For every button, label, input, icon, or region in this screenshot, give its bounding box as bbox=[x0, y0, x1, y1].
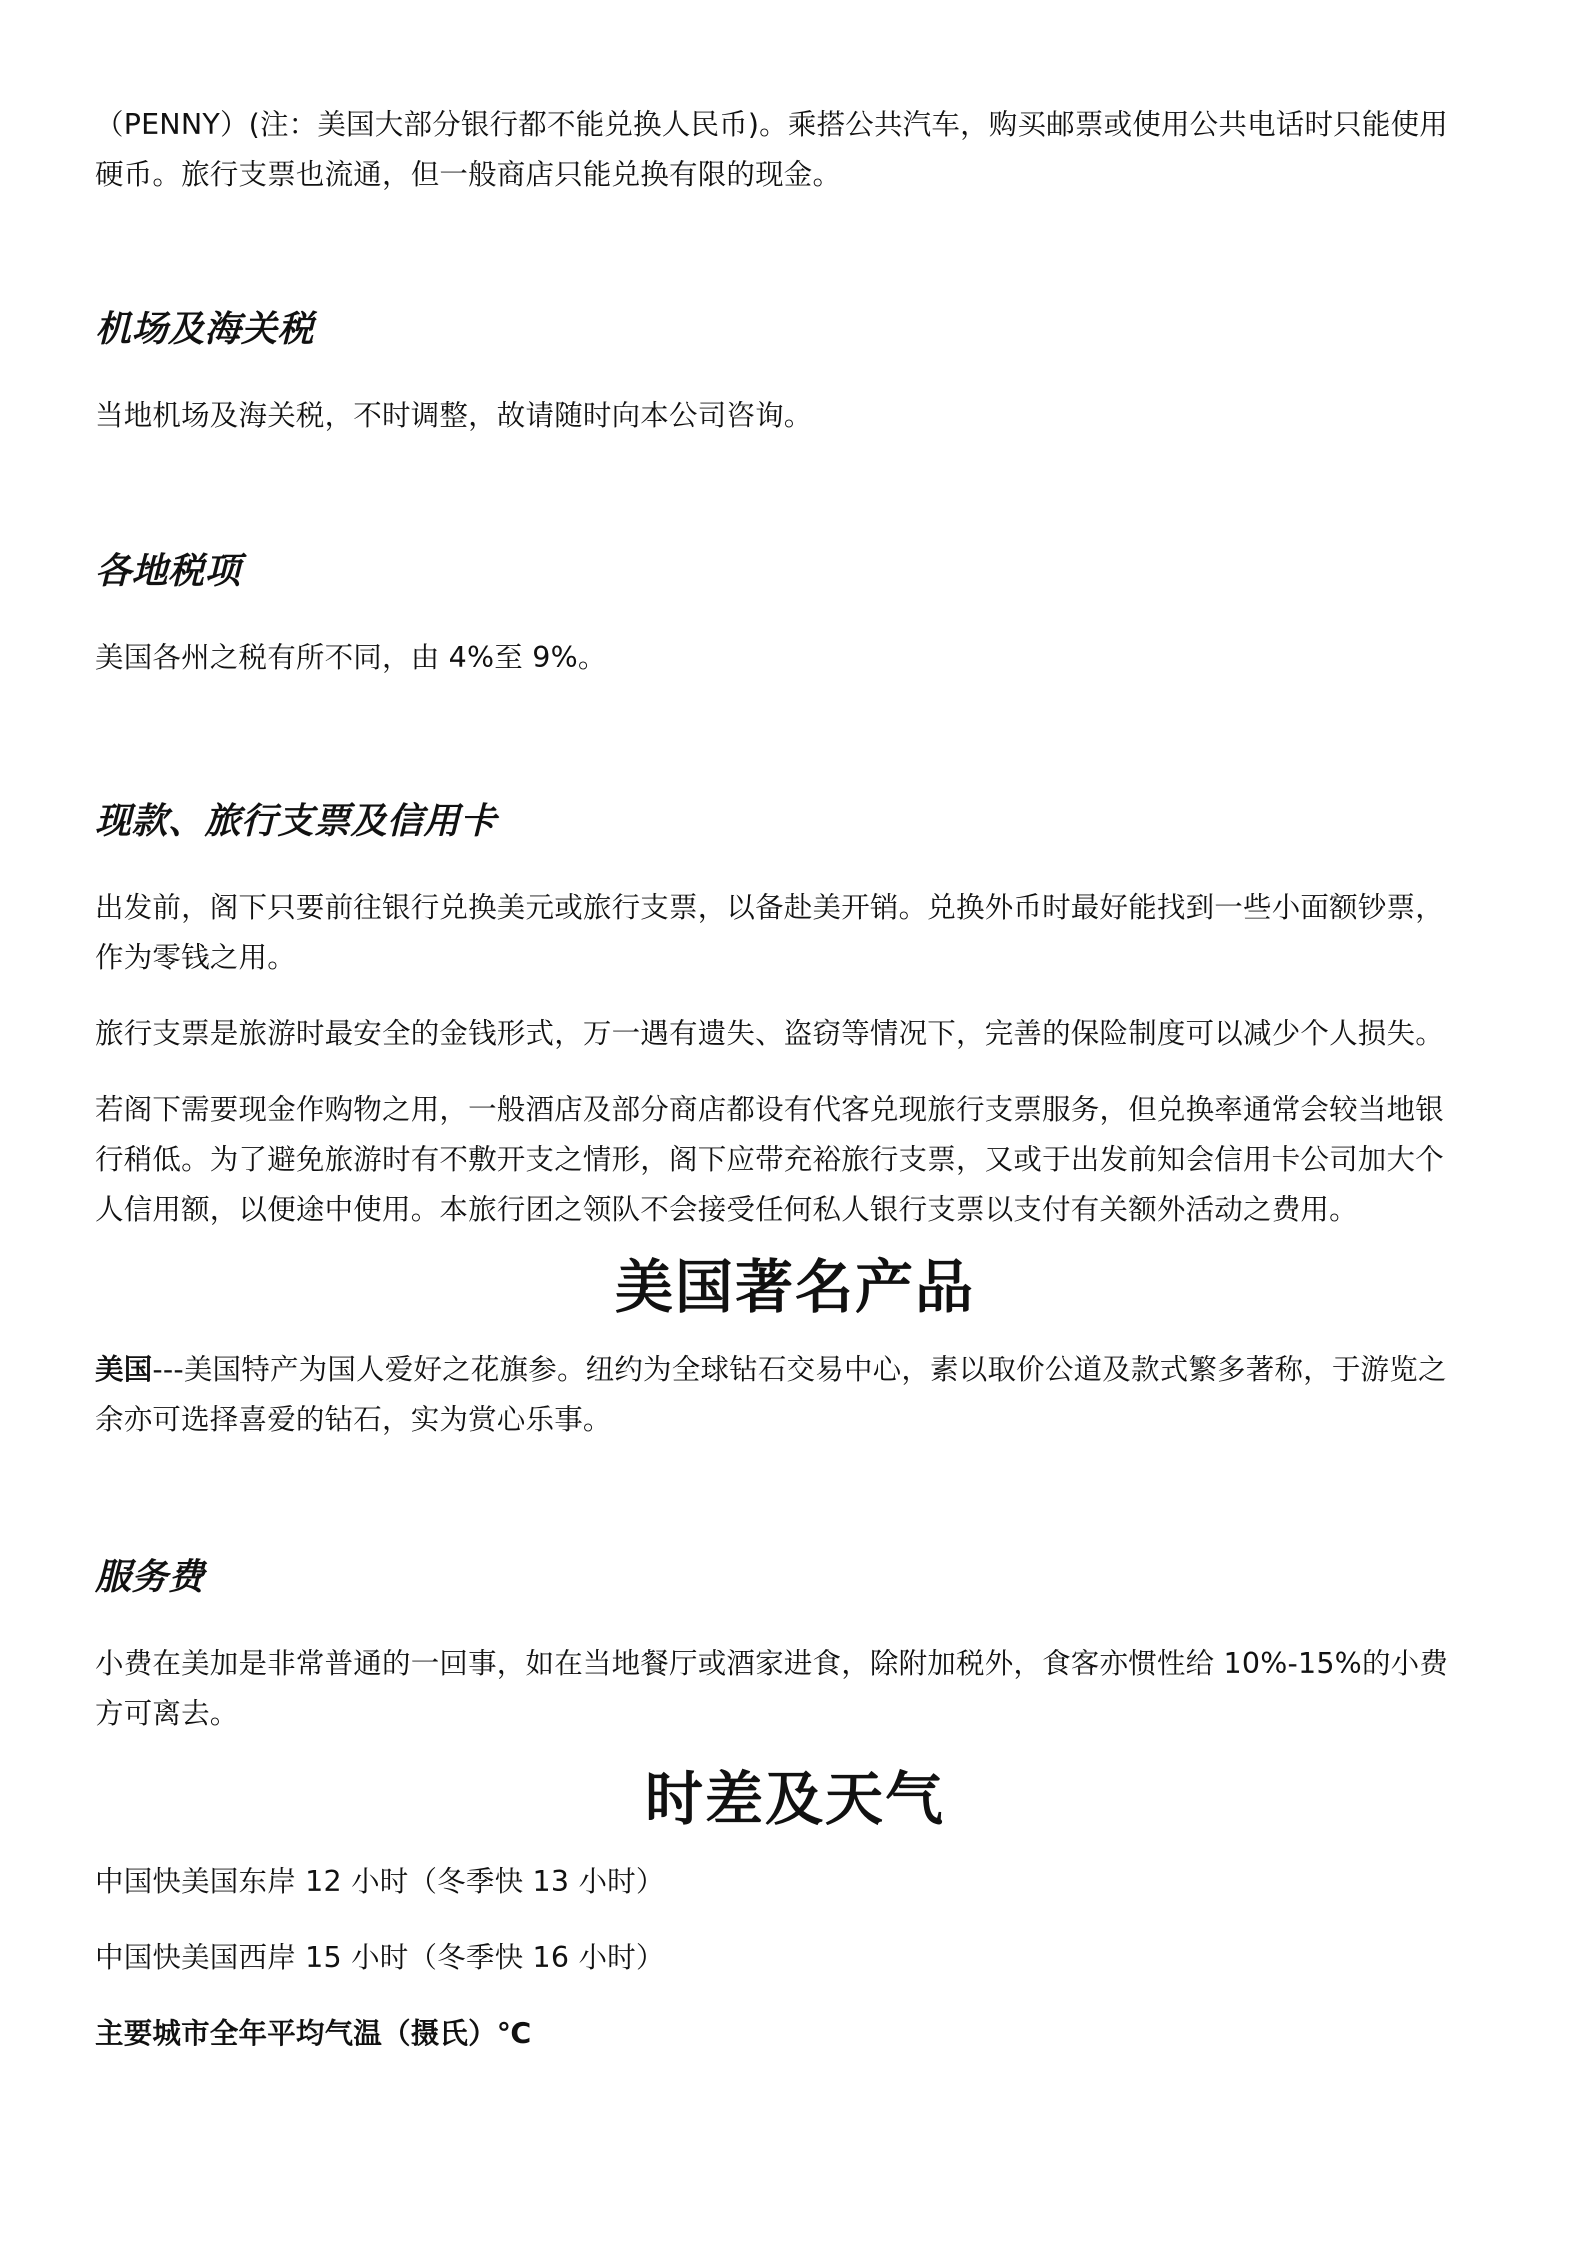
service-fee-heading: 服务费 bbox=[95, 1557, 205, 1598]
document-content bbox=[95, 100, 1495, 2059]
airport-tax-text: 当地机场及海关税，不时调整，故请随时向本公司咨询。 bbox=[95, 399, 813, 432]
cash-p1-line-1: 出发前，阁下只要前往银行兑换美元或旅行支票，以备赴美开销。兑换外币时最好能找到一些小面额钞票， bbox=[95, 891, 1444, 924]
service-fee-line-2: 方可离去。 bbox=[95, 1697, 239, 1730]
local-tax-text: 美国各州之税有所不同，由 4%至 9%。 bbox=[95, 641, 607, 674]
local-tax-heading: 各地税项 bbox=[95, 551, 242, 592]
airport-tax-heading: 机场及海关税 bbox=[95, 309, 315, 350]
intro-line-1: （PENNY）(注：美国大部分银行都不能兑换人民币)。乘搭公共汽车，购买邮票或使用公共电话时只能使用 bbox=[95, 108, 1448, 141]
products-lead: 美国 bbox=[95, 1353, 153, 1386]
cash-p3-line-1: 若阁下需要现金作购物之用，一般酒店及部分商店都设有代客兑现旅行支票服务，但兑换率通常会较当地银 bbox=[95, 1093, 1444, 1126]
cash-heading: 现款、旅行支票及信用卡 bbox=[95, 801, 497, 842]
cash-p1-line-2: 作为零钱之用。 bbox=[95, 941, 296, 974]
time-west-coast: 中国快美国西岸 15 小时（冬季快 16 小时） bbox=[95, 1941, 665, 1974]
cash-p3-line-3: 人信用额，以便途中使用。本旅行团之领队不会接受任何私人银行支票以支付有关额外活动之费用。 bbox=[95, 1193, 1358, 1226]
products-line-1 bbox=[95, 1345, 1495, 1395]
time-weather-heading: 时差及天气 bbox=[644, 1765, 945, 1833]
products-line-1-rest: ---美国特产为国人爱好之花旗参。纽约为全球钻石交易中心，素以取价公道及款式繁多著称，于游览之 bbox=[152, 1353, 1447, 1386]
cash-p2: 旅行支票是旅游时最安全的金钱形式，万一遇有遗失、盗窃等情况下，完善的保险制度可以减少个人损失。 bbox=[95, 1017, 1444, 1050]
time-east-coast: 中国快美国东岸 12 小时（冬季快 13 小时） bbox=[95, 1865, 665, 1898]
temperature-title: 主要城市全年平均气温（摄氏）℃ bbox=[95, 2017, 532, 2050]
products-heading: 美国著名产品 bbox=[614, 1253, 975, 1321]
products-line-2: 余亦可选择喜爱的钻石，实为赏心乐事。 bbox=[95, 1403, 612, 1436]
cash-p3-line-2: 行稍低。为了避免旅游时有不敷开支之情形，阁下应带充裕旅行支票，又或于出发前知会信用卡公司加大个 bbox=[95, 1143, 1444, 1176]
intro-line-2: 硬币。旅行支票也流通，但一般商店只能兑换有限的现金。 bbox=[95, 158, 842, 191]
service-fee-line-1: 小费在美加是非常普通的一回事，如在当地餐厅或酒家进食，除附加税外，食客亦惯性给 10%-15%的小费 bbox=[95, 1647, 1449, 1680]
